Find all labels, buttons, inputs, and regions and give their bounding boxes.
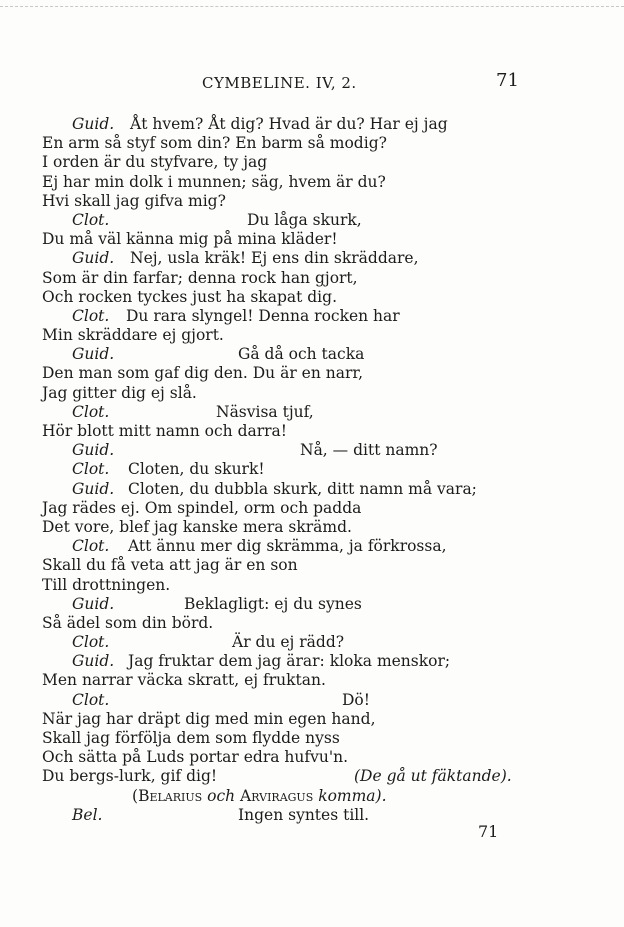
line-text: Till drottningen. [42,575,171,594]
verse-line [42,173,542,192]
character-name: Arviragus [240,786,314,805]
verse-line [42,499,542,518]
line-text: Skall du få veta att jag är en son [42,556,298,575]
speaker-name: Clot. [72,537,110,556]
verse-line [42,460,542,479]
verse-line [42,710,542,729]
verse-line [42,422,542,441]
line-text: Du låga skurk, [247,210,362,229]
verse-line [42,537,542,556]
line-text: Jag fruktar dem jag ärar: kloka menskor; [128,652,451,671]
line-text: Att ännu mer dig skrämma, ja förkrossa, [128,537,447,556]
verse-line [42,211,542,230]
line-text: Hör blott mitt namn och darra! [42,422,288,440]
speaker-name: Guid. [72,479,115,498]
running-title: CYMBELINE. IV, 2. [202,74,357,92]
line-text: När jag har dräpt dig med min egen hand, [42,709,376,728]
verse-line [42,652,542,671]
line-text: Cloten, du skurk! [128,460,265,479]
verse-line [42,288,542,307]
verse-line [42,326,542,345]
speaker-name: Guid. [72,249,115,268]
speaker-name: Guid. [72,115,115,133]
line-text: Jag gitter dig ej slå. [42,383,197,402]
stage-direction: (Belarius och Arviragus komma). [132,786,387,805]
verse-line [42,345,542,364]
line-text: Du må väl känna mig på mina kläder! [42,230,338,249]
speaker-name: Guid. [72,652,115,671]
verse-line [42,748,542,767]
line-text: Gå då och tacka [238,345,365,364]
line-text: Hvi skall jag gifva mig? [42,191,226,210]
verse-line [42,595,542,614]
speaker-name: Clot. [72,210,110,229]
play-text [42,115,542,825]
line-text: Är du ej rädd? [232,633,345,652]
line-text: Skall jag förfölja dem som flydde nyss [42,729,340,747]
line-text: Den man som gaf dig den. Du är en narr, [42,364,364,383]
speaker-name: Guid. [72,594,115,613]
line-text: I orden är du styfvare, ty jag [42,153,268,172]
line-text: Ingen syntes till. [238,805,370,824]
line-text: Du rara slyngel! Denna rocken har [126,306,400,325]
verse-line [42,806,542,825]
verse-line [42,671,542,690]
verse-line [42,153,542,172]
verse-line [42,230,542,249]
line-text: Och rocken tyckes just ha skapat dig. [42,287,337,306]
speaker-name: Clot. [72,690,110,709]
verse-line [42,576,542,595]
verse-line [42,614,542,633]
speaker-name: Clot. [72,402,110,421]
character-name: Belarius [138,786,203,805]
verse-line [42,115,542,134]
speaker-name: Bel. [72,805,103,824]
verse-line [42,556,542,575]
stage-direction: (De gå ut fäktande). [354,767,512,786]
page-header [0,70,624,94]
verse-line [42,633,542,652]
line-text: Som är din farfar; denna rock han gjort, [42,268,358,287]
top-rule [0,6,624,7]
line-text: Näsvisa tjuf, [216,402,314,421]
speaker-name: Clot. [72,306,110,325]
verse-line [42,192,542,211]
speaker-name: Clot. [72,633,110,652]
speaker-name: Guid. [72,441,115,460]
line-text: Så ädel som din börd. [42,613,214,632]
verse-line [42,767,542,786]
line-text: Ej har min dolk i munnen; säg, hvem är du? [42,172,386,191]
line-text: Beklagligt: ej du synes [184,594,362,613]
verse-line [42,729,542,748]
verse-line [42,134,542,153]
line-text: Och sätta på Luds portar edra hufvu'n. [42,748,349,767]
line-text: Du bergs-lurk, gif dig! [42,767,218,786]
verse-line [42,364,542,383]
speaker-name: Guid. [72,345,115,364]
signature-number: 71 [478,822,499,841]
line-text: Nå, — ditt namn? [300,441,438,460]
verse-line [42,403,542,422]
line-text: Det vore, blef jag kanske mera skrämd. [42,517,352,536]
line-text: Nej, usla kräk! Ej ens din skräddare, [130,249,419,268]
page-number: 71 [496,70,519,91]
verse-line [42,384,542,403]
line-text: En arm så styf som din? En barm så modig? [42,134,387,153]
line-text: Men narrar väcka skratt, ej fruktan. [42,671,326,690]
line-text: Dö! [342,690,370,709]
line-text: Åt hvem? Åt dig? Hvad är du? Har ej jag [130,115,448,133]
verse-line [42,249,542,268]
speaker-name: Clot. [72,460,110,479]
line-text: Cloten, du dubbla skurk, ditt namn må vara; [128,479,477,498]
stage-direction-line [42,787,542,806]
line-text: Jag rädes ej. Om spindel, orm och padda [42,498,362,517]
verse-line [42,518,542,537]
verse-line [42,480,542,499]
verse-line [42,691,542,710]
verse-line [42,307,542,326]
verse-line [42,441,542,460]
verse-line [42,269,542,288]
line-text: Min skräddare ej gjort. [42,326,224,345]
